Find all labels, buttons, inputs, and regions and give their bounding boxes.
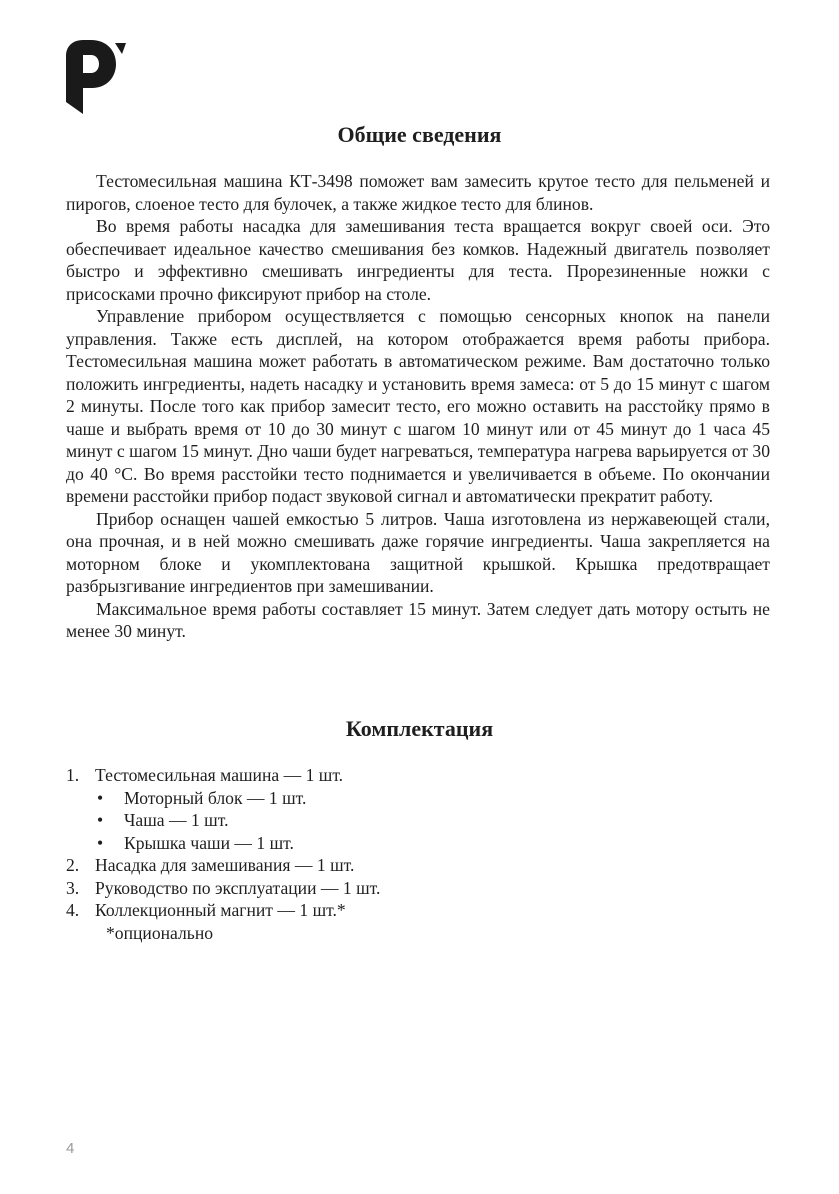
- section-title-kit: Комплектация: [345, 716, 494, 741]
- section-title-general: Общие сведения: [337, 122, 502, 147]
- paragraph: Максимальное время работы составляет 15 минут. Затем следует дать мотору остыть не менее 30 минут.: [66, 598, 770, 641]
- list-item: [66, 877, 766, 900]
- sub-list-item-text: Чаша — 1 шт.: [124, 810, 229, 830]
- sub-list-item-text: Крышка чаши — 1 шт.: [124, 832, 294, 853]
- kit-list: [66, 764, 766, 944]
- bullet-icon: •: [97, 832, 104, 853]
- paragraph: Управление прибором осуществляется с помощью сенсорных кнопок на панели управления. Также есть дисплей, на котором отображается время работы прибора. Тестомесильная машина может работать в автоматическом режиме. Вам достаточно только положить ингредиенты, надеть насадку и установить время замеса: от 5 до 15 минут с шагом 2 минуты. После того как прибор замесит тесто, его можно оставить на расстойку прямо в чаше и выбрать время от 10 до 30 минут с шагом 10 минут или от 45 минут до 1 часа 45 минут с шагом 15 минут. Дно чаши будет нагреваться, температура нагрева варьируется от 30 до 40 °С. Во время расстойки тесто поднимается и увеличивается в объеме. По окончании времени расстойки прибор подаст звуковой сигнал и автоматически прекратит работу.: [66, 306, 770, 506]
- list-number: 3.: [66, 877, 80, 898]
- bullet-icon: •: [97, 810, 104, 830]
- footnote-optional: *опционально: [106, 922, 214, 943]
- list-number: 4.: [66, 900, 80, 920]
- paragraph: Прибор оснащен чашей емкостью 5 литров. Чаша изготовлена из нержавеющей стали, она прочная, и в ней можно смешивать даже горячие ингредиенты. Чаша закрепляется на моторном блоке и укомплектована защитной крышкой. Крышка предотвращает разбрызгивание ингредиентов при замешивании.: [66, 508, 770, 596]
- sub-list-item-text: Моторный блок — 1 шт.: [124, 787, 307, 808]
- general-info-text: [66, 170, 770, 643]
- brand-logo-icon: [66, 40, 126, 114]
- list-item-text: Руководство по эксплуатации — 1 шт.: [95, 877, 381, 898]
- paragraph: Во время работы насадка для замешивания теста вращается вокруг своей оси. Это обеспечивает идеальное качество смешивания без комков. Надежный двигатель позволяет быстро и эффективно смешивать ингредиенты для теста. Прорезиненные ножки с присосками прочно фиксируют прибор на столе.: [66, 216, 770, 304]
- sub-list-item: [66, 787, 766, 810]
- list-number: 2.: [66, 855, 80, 875]
- page-number: 4: [66, 1140, 75, 1157]
- list-item: [66, 764, 766, 787]
- list-number: 1.: [66, 765, 80, 785]
- list-item-text: Тестомесильная машина — 1 шт.: [95, 765, 344, 785]
- list-item-text: Коллекционный магнит — 1 шт.*: [95, 900, 346, 920]
- sub-list-item: [66, 832, 766, 855]
- paragraph: Тестомесильная машина КТ-3498 поможет вам замесить крутое тесто для пельменей и пирогов, слоеное тесто для булочек, а также жидкое тесто для блинов.: [66, 171, 770, 214]
- list-item: [66, 854, 766, 877]
- list-item-text: Насадка для замешивания — 1 шт.: [95, 855, 355, 875]
- sub-list-item: [66, 809, 766, 832]
- bullet-icon: •: [97, 787, 104, 808]
- list-item: [66, 899, 766, 922]
